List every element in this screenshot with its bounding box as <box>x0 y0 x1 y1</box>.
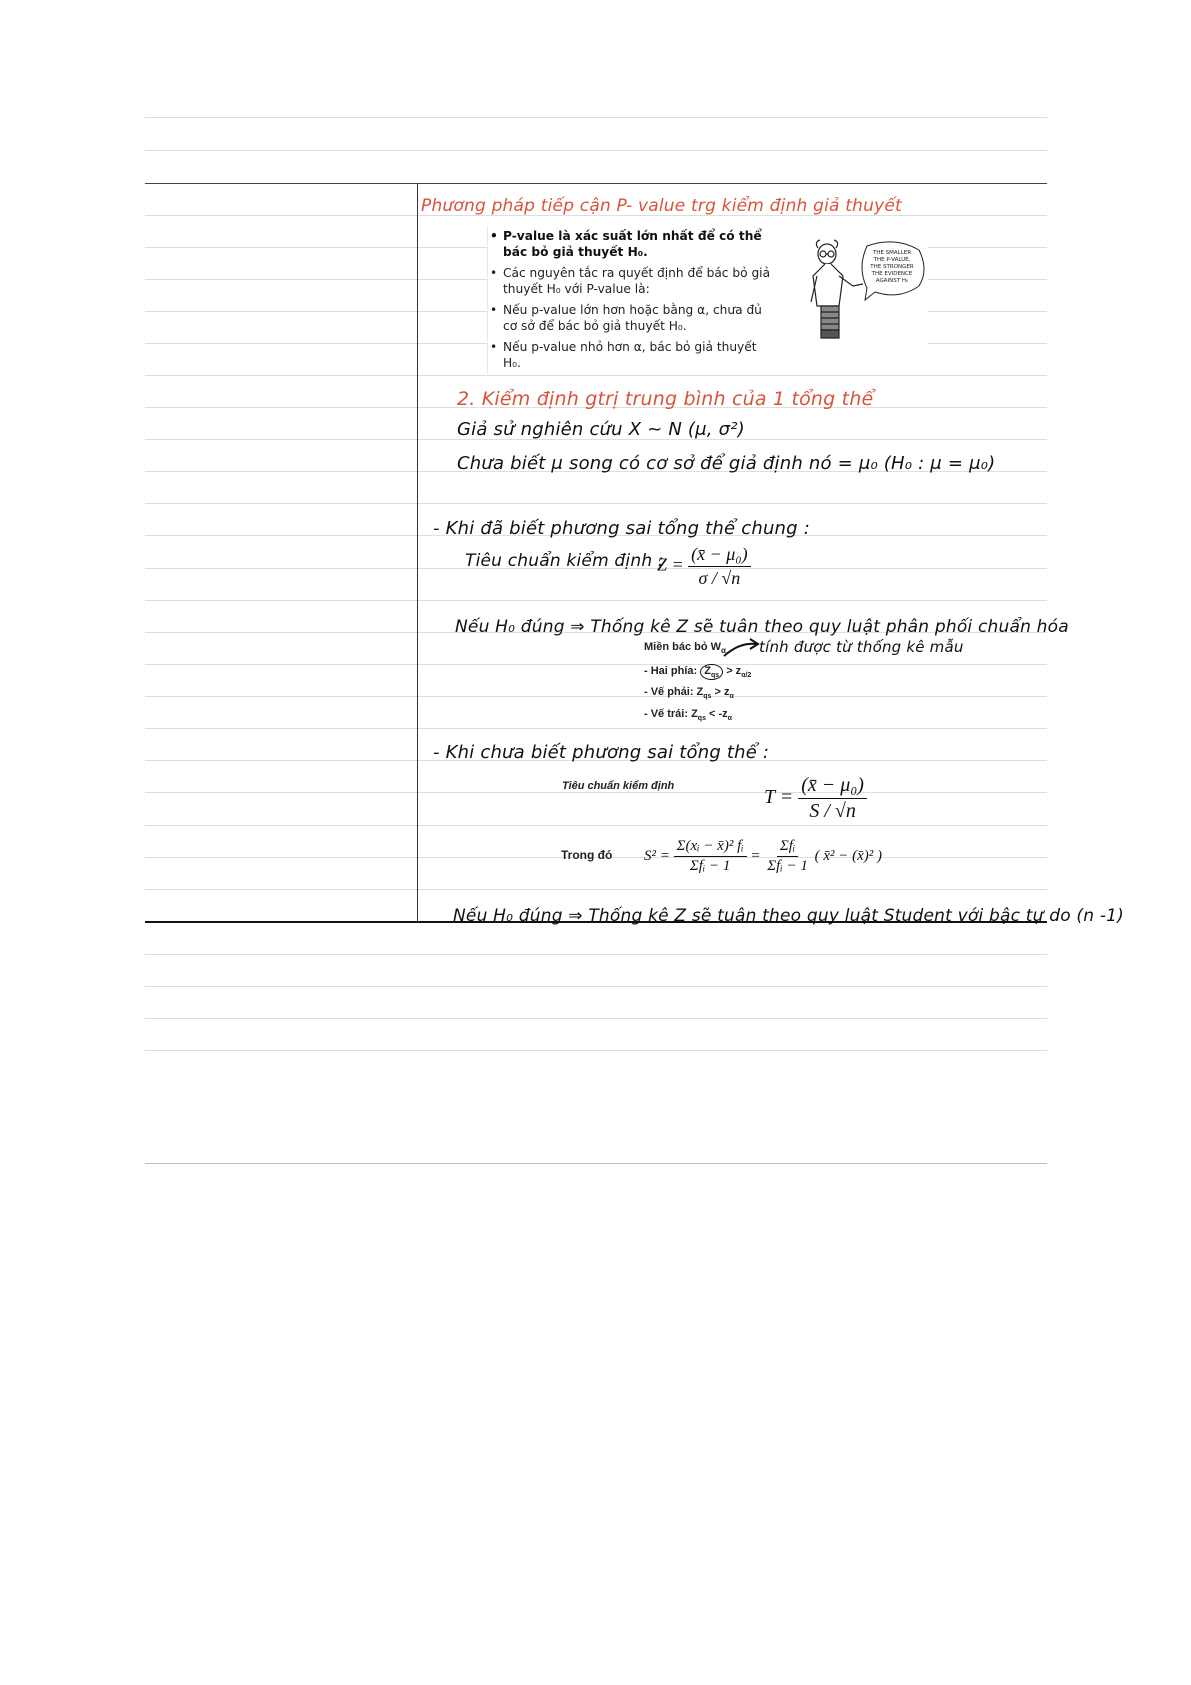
ruled-line <box>145 986 1047 987</box>
ruled-line <box>145 664 1047 665</box>
page-end-line <box>145 1163 1047 1164</box>
pvalue-heading: Phương pháp tiếp cận P- value trg kiểm định giả thuyết <box>421 196 902 216</box>
pvalue-bullet: • P-value là xác suất lớn nhất để có thể bác bỏ giả thuyết H₀. <box>488 228 778 260</box>
s2-numerator-1: Σ(xᵢ − x̄)² fᵢ <box>674 838 747 857</box>
t-fraction <box>798 774 867 823</box>
ruled-line <box>145 1018 1047 1019</box>
t-statistic-formula <box>764 774 867 823</box>
ruled-line <box>145 1050 1047 1051</box>
where-label: Trong đó <box>561 848 613 862</box>
ruled-line <box>145 792 1047 793</box>
header-separator <box>145 183 1047 184</box>
z-statistic-formula <box>657 544 751 589</box>
ruled-line <box>145 150 1047 151</box>
speech-line: THE EVIDENCE <box>871 271 913 277</box>
assumption-line: Giả sử nghiên cứu X ~ N (μ, σ²) <box>457 419 745 440</box>
t-criterion-label: Tiêu chuẩn kiểm định <box>562 780 675 792</box>
equals-sign: = <box>750 847 761 864</box>
t-lhs: T = <box>764 786 794 809</box>
z-numerator: (x̄ − μ₀) <box>688 544 750 567</box>
cartoon-professor-illustration <box>805 238 929 346</box>
cue-column-divider <box>417 183 418 922</box>
test-criterion-label: Tiêu chuẩn kiểm định : <box>465 551 664 571</box>
hypothesis-line: Chưa biết μ song có cơ sở để giả định nó = μ₀ (H₀ : μ = μ₀) <box>457 453 996 474</box>
ruled-line <box>145 503 1047 504</box>
speech-line: THE P-VALUE, <box>873 257 911 263</box>
speech-line: THE SMALLER <box>872 250 912 256</box>
z-denominator: σ / √n <box>698 568 741 588</box>
rejection-region-title: Miền bác bỏ $W_\alpha$ <box>644 641 726 656</box>
arrow-icon <box>722 636 762 660</box>
computed-from-sample-note: tính được từ thống kê mẫu <box>759 638 964 656</box>
s2-fraction-1 <box>674 838 747 875</box>
ruled-line <box>145 825 1047 826</box>
known-variance-heading: - Khi đã biết phương sai tổng thể chung : <box>433 518 810 539</box>
z-qs-circled: $Z_{qs}$ <box>700 664 723 680</box>
ruled-line <box>145 696 1047 697</box>
ruled-line <box>145 600 1047 601</box>
mean-test-heading: 2. Kiểm định gtrị trung bình của 1 tổng thể <box>457 388 874 410</box>
speech-line: AGAINST H₀ <box>875 278 909 284</box>
z-normal-conclusion: Nếu H₀ đúng ⇒ Thống kê Z sẽ tuân theo quy luật phân phối chuẩn hóa <box>455 617 1069 637</box>
pvalue-bullet: • Nếu p-value lớn hơn hoặc bằng α, chưa đủ cơ sở để bác bỏ giả thuyết H₀. <box>488 302 778 334</box>
two-sided-region: - Hai phía: $Z_{qs} > z_{\alpha/2}$ <box>644 665 752 680</box>
z-lhs: Z = <box>657 554 684 575</box>
s2-denominator-1: Σfᵢ − 1 <box>689 858 731 874</box>
s2-fraction-2 <box>764 838 811 875</box>
ruled-line <box>145 117 1047 118</box>
sample-variance-formula <box>644 838 882 875</box>
z-fraction <box>688 544 750 589</box>
pvalue-bullet-list <box>488 228 778 376</box>
left-tail-region: - Vế trái: $Z_{qs} < -z_\alpha$ <box>644 708 732 723</box>
s2-denominator-2: Σfᵢ − 1 <box>767 858 808 874</box>
s2-lhs: S² = <box>644 847 670 864</box>
t-denominator: S / √n <box>809 800 856 822</box>
t-student-conclusion: Nếu H₀ đúng ⇒ Thống kê Z sẽ tuân theo quy luật Student với bậc tự do (n -1) <box>453 906 1125 926</box>
speech-line: THE STRONGER <box>870 264 914 270</box>
unknown-variance-heading: - Khi chưa biết phương sai tổng thể : <box>433 742 770 763</box>
pvalue-bullet: • Nếu p-value nhỏ hơn α, bác bỏ giả thuyết H₀. <box>488 339 778 371</box>
ruled-line <box>145 889 1047 890</box>
s2-tail: ( x̄² − (x̄)² ) <box>814 847 883 864</box>
ruled-line <box>145 954 1047 955</box>
s2-numerator-2: Σfᵢ <box>777 838 798 857</box>
t-numerator: (x̄ − μ₀) <box>798 774 867 799</box>
ruled-line <box>145 728 1047 729</box>
pvalue-bullet: • Các nguyên tắc ra quyết định để bác bỏ giả thuyết H₀ với P-value là: <box>488 265 778 297</box>
right-tail-region: - Vế phải: $Z_{qs} > z_\alpha$ <box>644 686 734 701</box>
